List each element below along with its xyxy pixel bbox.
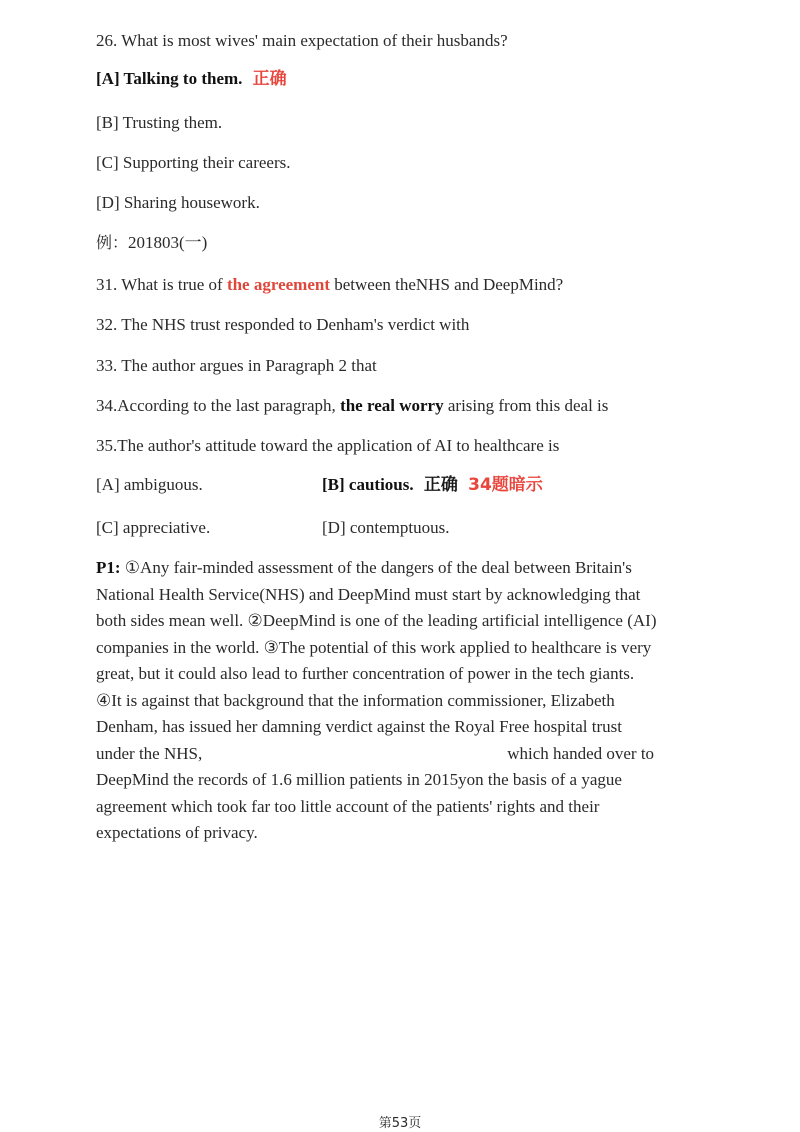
question-33: 33. The author argues in Paragraph 2 that <box>96 356 377 375</box>
paragraph-text: ①Any fair-minded assessment of the dangers of the deal between Britain's <box>124 558 632 577</box>
question-34-suffix: arising from this deal is <box>443 396 609 415</box>
option-35-b <box>322 474 543 496</box>
paragraph-line <box>96 555 736 582</box>
option-26-c: [C] Supporting their careers. <box>96 153 291 172</box>
question-31-highlight: the agreement <box>226 275 330 294</box>
paragraph-line: great, but it could also lead to further concentration of power in the tech giants. <box>96 664 635 683</box>
correct-mark-35: 正确 <box>423 475 458 495</box>
question-34-highlight: the real worry <box>340 396 444 415</box>
question-34 <box>96 395 608 417</box>
example-value: 201803(一) <box>128 233 208 252</box>
paragraph-line: National Health Service(NHS) and DeepMind must start by acknowledging that <box>96 584 641 604</box>
paragraph-line: both sides mean well. ②DeepMind is one of the leading artificial intelligence (AI) <box>96 611 657 630</box>
page-number <box>0 1112 800 1132</box>
option-26-d: [D] Sharing housework. <box>96 193 260 212</box>
question-31 <box>96 274 563 296</box>
example-line <box>96 232 207 254</box>
paragraph-line: ④It is against that background that the information commissioner, Elizabeth <box>96 690 615 710</box>
hint-note-35: 34题暗示 <box>468 475 543 495</box>
paragraph-line: agreement which took far too little account of the patients' rights and their <box>96 796 600 816</box>
example-label: 例： <box>96 233 129 252</box>
paragraph-text: which handed over to <box>507 743 655 763</box>
option-35-d: [D] contemptuous. <box>322 518 450 537</box>
paragraph-line <box>96 741 736 768</box>
correct-mark-26: 正确 <box>252 69 287 89</box>
option-26-a-text: [A] Talking to them. <box>96 69 243 88</box>
paragraph-text: under the NHS, <box>96 743 203 763</box>
option-26-b: [B] Trusting them. <box>96 113 223 132</box>
question-31-prefix: 31. What is true of <box>96 275 227 294</box>
question-26: 26. What is most wives' main expectation of their husbands? <box>96 31 508 50</box>
paragraph-line: companies in the world. ③The potential of this work applied to healthcare is very <box>96 637 652 657</box>
paragraph-line: DeepMind the records of 1.6 million patients in 2015yon the basis of a yague <box>96 770 622 789</box>
option-35-a: [A] ambiguous. <box>96 475 203 494</box>
option-35-b-text: [B] cautious. <box>322 475 414 494</box>
option-26-a <box>96 68 287 90</box>
question-35: 35.The author's attitude toward the application of AI to healthcare is <box>96 436 560 455</box>
paragraph-line: Denham, has issued her damning verdict against the Royal Free hospital trust <box>96 717 622 736</box>
option-35-c: [C] appreciative. <box>96 518 211 537</box>
question-32: 32. The NHS trust responded to Denham's verdict with <box>96 315 470 334</box>
question-31-suffix: between theNHS and DeepMind? <box>330 275 564 294</box>
question-34-prefix: 34.According to the last paragraph, <box>96 396 341 415</box>
page-number-text: 第53页 <box>378 1116 422 1131</box>
paragraph-label: P1: <box>96 558 125 577</box>
paragraph-p1 <box>96 555 736 847</box>
paragraph-line: expectations of privacy. <box>96 823 258 842</box>
